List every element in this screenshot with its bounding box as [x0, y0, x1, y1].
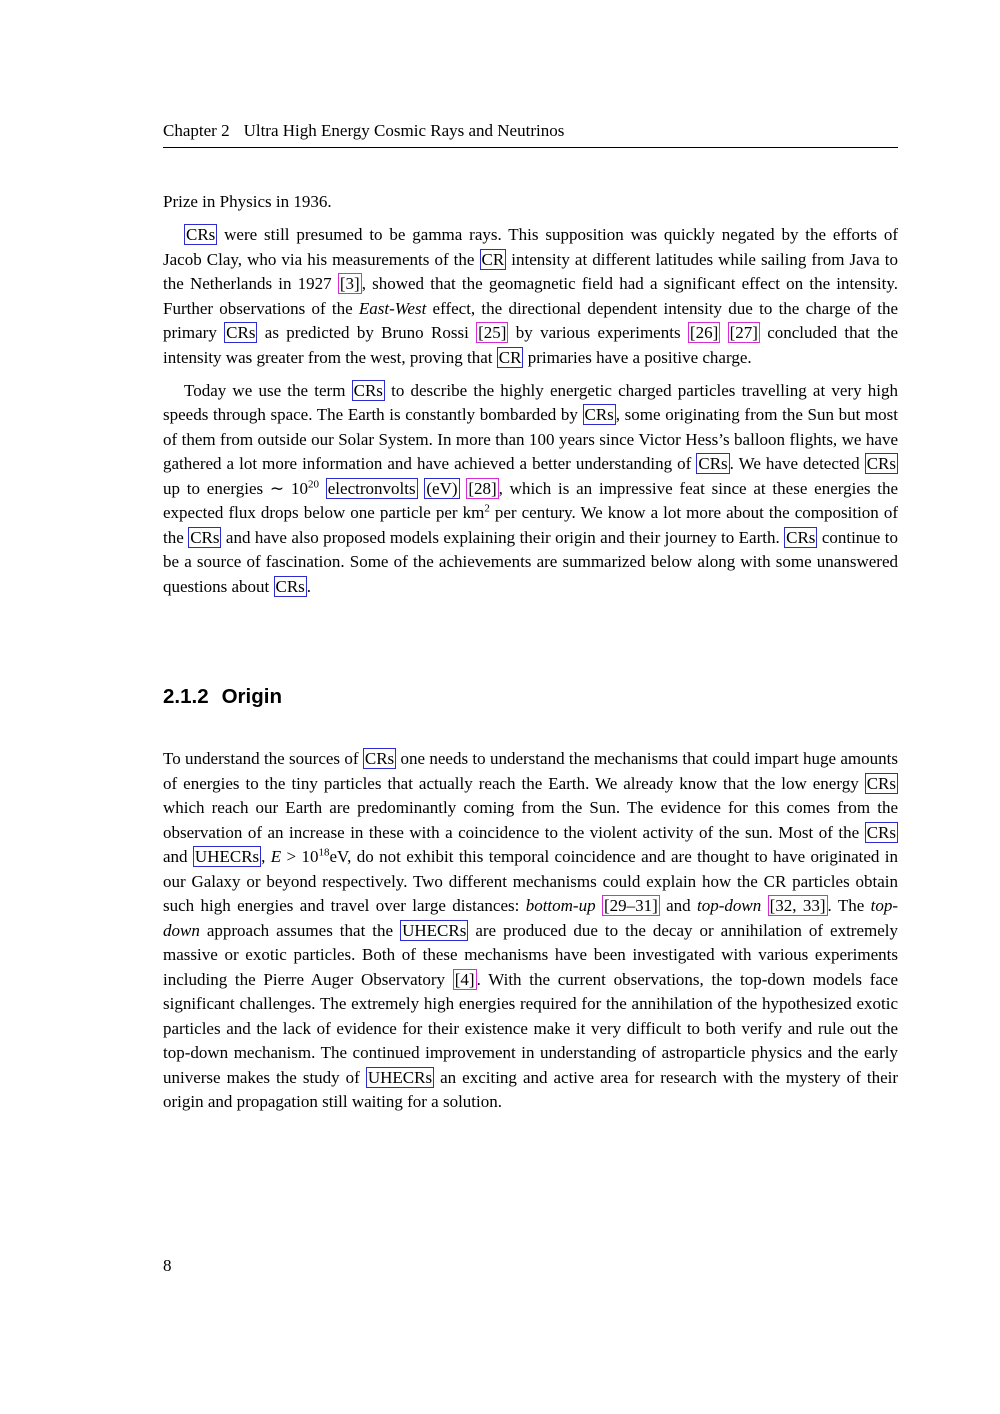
citation-link[interactable]: [4] — [454, 969, 475, 989]
citation-link[interactable]: [26] — [689, 323, 719, 342]
text-run: per century. We know a lot more about the composition of the — [163, 503, 898, 547]
acronym-link[interactable]: (eV) — [426, 478, 458, 498]
citation-link[interactable]: [32, 33] — [769, 896, 826, 915]
text-run: eV, do not exhibit this temporal coincidence and are thought to have originated in our Galaxy or beyond respectively. Two different mechanisms could explain how the CR particles obtain such high energies and travel over large distances: — [163, 847, 899, 915]
text-run: and — [659, 896, 698, 915]
citation-link[interactable]: [28] — [468, 478, 497, 498]
text-run: as predicted by Bruno Rossi — [257, 323, 477, 342]
acronym-link[interactable]: CRs — [353, 380, 383, 400]
chapter-header — [163, 121, 898, 148]
text-run — [720, 323, 727, 342]
acronym-link[interactable]: CRs — [866, 773, 896, 793]
text-run: , — [261, 847, 271, 866]
body-text-top — [163, 190, 898, 599]
text-run: intensity at different latitudes while sailing from Java to the Netherlands in 1927 — [163, 249, 898, 293]
text-run: effect, the directional dependent intensity due to the charge of the primary — [163, 298, 899, 342]
acronym-link[interactable]: CRs — [226, 323, 256, 342]
italic-text: top-down — [163, 896, 899, 940]
superscript: 20 — [307, 477, 319, 490]
text-run — [761, 896, 767, 915]
section-title: Origin — [221, 685, 282, 708]
text-run: which reach our Earth are predominantly coming from the Sun. The evidence for this comes from the observation of an increase in these with a coincidence to the violent activity of the sun. Most of the — [163, 798, 898, 842]
text-run: to describe the highly energetic charged particles travelling at very high speeds through space. The Earth is constantly bombarded by — [163, 380, 898, 424]
acronym-link[interactable]: CR — [481, 249, 505, 269]
page-content — [163, 0, 898, 1123]
italic-text: bottom-up — [525, 896, 596, 915]
citation-link[interactable]: [29–31] — [603, 896, 658, 915]
text-run: . The — [827, 896, 871, 915]
text-run: . With the current observations, the top-down models face significant challenges. The extremely high energies required for the annihilation of the hypothesized exotic particles and the lack of evidence for their existence make it very difficult to both verify and rule out the top-down mechanism. The continued improvement in understanding of astroparticle physics and the early universe makes the study of — [163, 969, 898, 1087]
italic-text: E — [270, 847, 282, 866]
chapter-title: Ultra High Energy Cosmic Rays and Neutrinos — [243, 121, 565, 140]
acronym-link[interactable]: CRs — [866, 454, 896, 473]
text-run: > 10 — [281, 847, 319, 866]
text-run: . — [306, 576, 312, 596]
section-heading — [163, 685, 898, 709]
acronym-link[interactable]: CRs — [364, 749, 395, 768]
section-number: 2.1.2 — [163, 685, 209, 708]
acronym-link[interactable]: UHECRs — [402, 920, 467, 940]
text-run: continue to be a source of fascination. Some of the achievements are summarized below along with some unanswered questions about — [163, 527, 898, 596]
acronym-link[interactable]: CRs — [186, 225, 216, 244]
text-run: Today we use the term — [184, 380, 352, 400]
text-run: by various experiments — [508, 323, 688, 342]
text-run: one needs to understand the mechanisms that could impart huge amounts of energies to the tiny particles that actually reach the Earth. We already know that the low energy — [163, 749, 898, 793]
text-run: and — [163, 847, 193, 866]
superscript: 18 — [318, 846, 330, 859]
text-run — [596, 896, 602, 915]
acronym-link[interactable]: CRs — [275, 576, 305, 596]
text-run: and have also proposed models explaining their origin and their journey to Earth. — [221, 527, 785, 547]
text-run: , which is an impressive feat since at these energies the expected flux drops below one particle per km — [163, 478, 899, 522]
text-run: are produced due to the decay or annihilation of extremely massive or exotic particles. Both of these mechanisms have been investigated with various experiments including the Pierre Auger Observatory — [163, 920, 898, 989]
paragraph — [163, 747, 898, 1115]
text-run: . We have detected — [729, 454, 865, 473]
text-run: primaries have a positive charge. — [523, 347, 752, 367]
acronym-link[interactable]: CRs — [190, 527, 220, 547]
text-run: an exciting and active area for research with the mystery of their origin and propagation still waiting for a solution. — [163, 1067, 898, 1111]
body-text-bottom — [163, 747, 898, 1115]
acronym-link[interactable]: CRs — [584, 405, 614, 424]
acronym-link[interactable]: CR — [498, 347, 522, 367]
text-run: approach assumes that the — [199, 920, 401, 940]
italic-text: top-down — [697, 896, 762, 915]
text-run: up to energies ∼ 10 — [163, 478, 308, 498]
paragraph — [163, 190, 898, 215]
acronym-link[interactable]: UHECRs — [367, 1067, 433, 1087]
citation-link[interactable]: [3] — [339, 274, 360, 293]
citation-link[interactable]: [27] — [729, 323, 758, 342]
paragraph — [163, 223, 898, 370]
citation-link[interactable]: [25] — [478, 323, 507, 342]
acronym-link[interactable]: UHECRs — [194, 847, 260, 866]
text-run: , some originating from the Sun but most of them from outside our Solar System. In more than 100 years since Victor Hess’s balloon flights, we have gathered a lot more information and have achieved a better understanding of — [163, 405, 898, 473]
italic-text: East-West — [358, 298, 427, 318]
text-run: Prize in Physics in 1936. — [163, 192, 332, 211]
page-number: 8 — [163, 1256, 172, 1275]
text-run: To understand the sources of — [163, 749, 363, 768]
acronym-link[interactable]: CRs — [866, 822, 896, 842]
text-run: , showed that the geomagnetic field had a significant effect on the intensity. Further observations of the — [163, 274, 898, 318]
acronym-link[interactable]: electronvolts — [327, 478, 416, 498]
acronym-link[interactable]: CRs — [786, 527, 816, 547]
superscript: 2 — [484, 502, 490, 515]
text-run: were still presumed to be gamma rays. This supposition was quickly negated by the efforts of Jacob Clay, who via his measurements of the — [163, 225, 898, 269]
text-run — [319, 479, 326, 498]
text-run: concluded that the intensity was greater from the west, proving that — [163, 323, 898, 367]
paragraph — [163, 379, 898, 600]
chapter-number: Chapter 2 — [163, 121, 230, 140]
acronym-link[interactable]: CRs — [698, 454, 728, 473]
